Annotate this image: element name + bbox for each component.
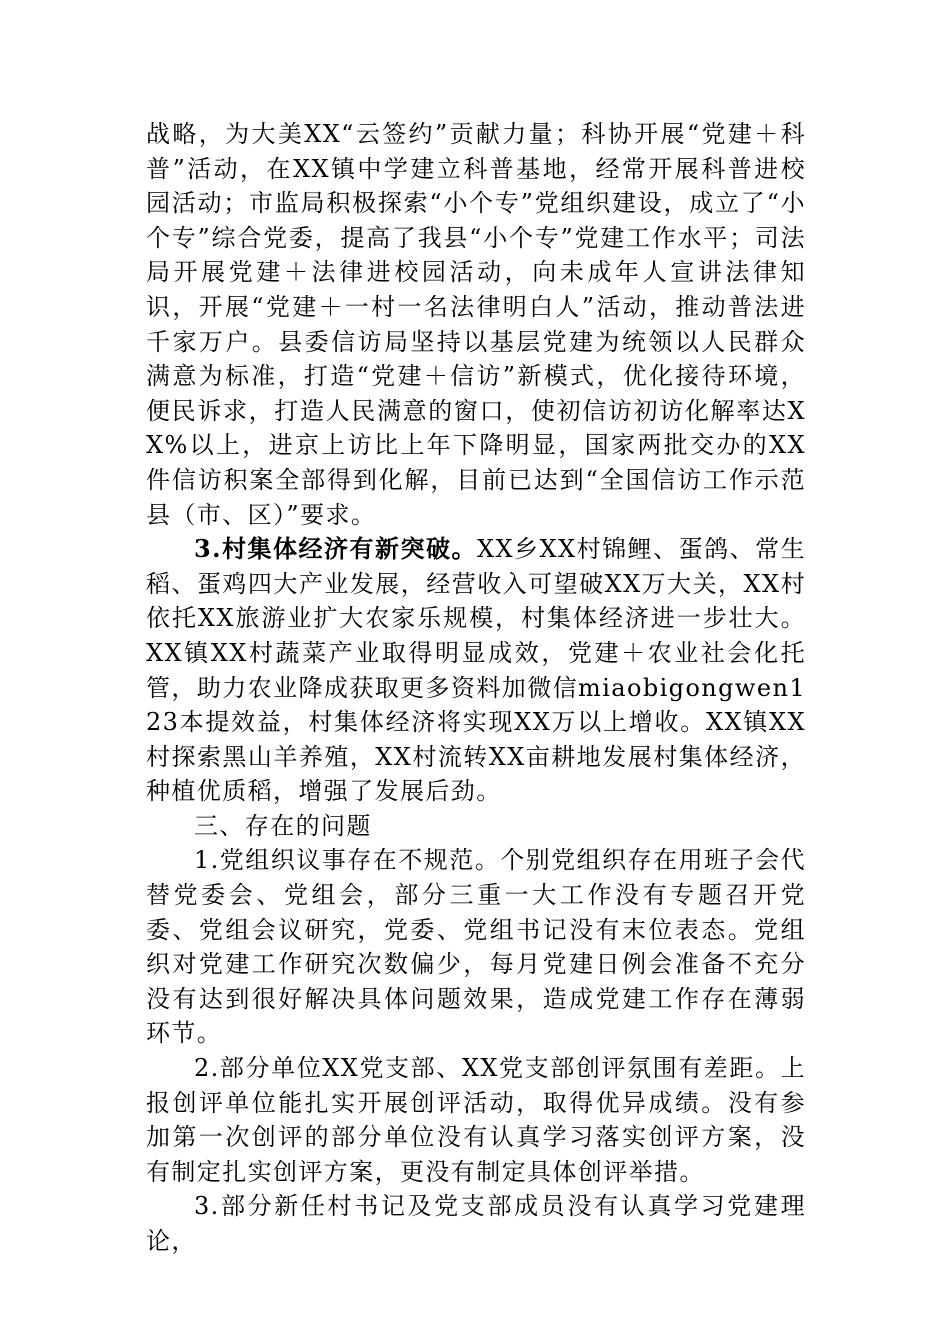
paragraph-problem-1: 1.党组织议事存在不规范。个别党组织存在用班子会代替党委会、党组会，部分三重一大工作没有专题召开党委、党组会议研究，党委、党组书记没有末位表态。党组织对党建工作研究次数偏少，每月党建日例会准备不充分没有达到很好解决具体问题效果，造成党建工作存在薄弱环节。: [146, 846, 806, 1048]
paragraph-problem-2: 2.部分单位XX党支部、XX党支部创评氛围有差距。上报创评单位能扎实开展创评活动，取得优异成绩。没有参加第一次创评的部分单位没有认真学习落实创评方案，没有制定扎实创评方案，更没有制定具体创评举措。: [146, 1054, 806, 1186]
document-body: [146, 117, 806, 1259]
paragraph-village-economy: [146, 532, 806, 809]
section-heading-problems: 三、存在的问题: [194, 811, 372, 840]
paragraph-party-building-practices: 战略，为大美XX“云签约”贡献力量；科协开展“党建＋科普”活动，在XX镇中学建立科普基地，经常开展科普进校园活动；市监局积极探索“小个专”党组织建设，成立了“小个专”综合党委，提高了我县“小个专”党建工作水平；司法局开展党建＋法律进校园活动，向未成年人宣讲法律知识，开展“党建＋一村一名法律明白人”活动，推动普法进千家万户。县委信访局坚持以基层党建为统领以人民群众满意为标准，打造“党建＋信访”新模式，优化接待环境，便民诉求，打造人民满意的窗口，使初信访初访化解率达XX%以上，进京上访比上年下降明显，国家两批交办的XX件信访积案全部得到化解，目前已达到“全国信访工作示范县（市、区）”要求。: [146, 120, 806, 529]
paragraph-village-economy-lead: 3.村集体经济有新突破。: [194, 534, 477, 564]
paragraph-village-economy-body: XX乡XX村锦鲤、蛋鸽、常生稻、蛋鸡四大产业发展，经营收入可望破XX万大关，XX村依托XX旅游业扩大农家乐规模，村集体经济进一步壮大。XX镇XX村蔬菜产业取得明显成效，党建＋农业社会化托管，助力农业降成获取更多资料加微信miaobigongwen123本提效益，村集体经济将实现XX万以上增收。XX镇XX村探索黑山羊养殖，XX村流转XX亩耕地发展村集体经济，种植优质稻，增强了发展后劲。: [146, 535, 806, 806]
paragraph-problem-3: 3.部分新任村书记及党支部成员没有认真学习党建理论，: [146, 1192, 806, 1255]
